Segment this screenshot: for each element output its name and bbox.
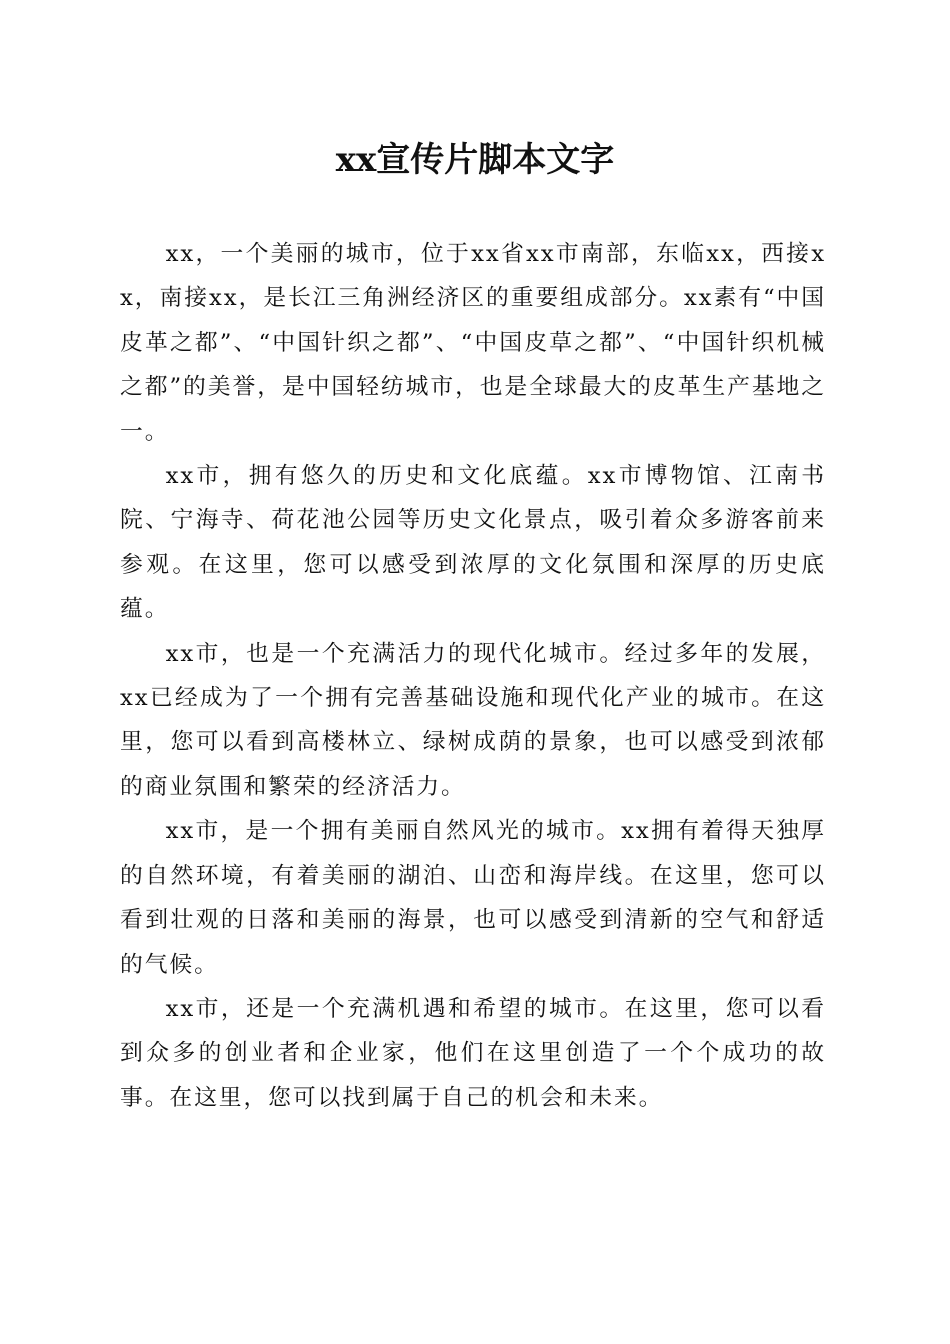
paragraph-history: xx市，拥有悠久的历史和文化底蕴。xx市博物馆、江南书院、宁海寺、荷花池公园等历史文化景点，吸引着众多游客前来参观。在这里，您可以感受到浓厚的文化氛围和深厚的历史底蕴。 [120, 463, 826, 623]
document-body [120, 232, 826, 1120]
paragraph-modern-city: xx市，也是一个充满活力的现代化城市。经过多年的发展，xx已经成为了一个拥有完善基础设施和现代化产业的城市。在这里，您可以看到高楼林立、绿树成荫的景象，也可以感受到浓郁的商业氛围和繁荣的经济活力。 [120, 640, 826, 800]
paragraph-intro: xx，一个美丽的城市，位于xx省xx市南部，东临xx，西接xx，南接xx，是长江三角洲经济区的重要组成部分。xx素有“中国皮革之都”、“中国针织之都”、“中国皮草之都”、“中国针织机械之都”的美誉，是中国轻纺城市，也是全球最大的皮革生产基地之一。 [120, 241, 826, 445]
paragraph-nature: xx市，是一个拥有美丽自然风光的城市。xx拥有着得天独厚的自然环境，有着美丽的湖泊、山峦和海岸线。在这里，您可以看到壮观的日落和美丽的海景，也可以感受到清新的空气和舒适的气候。 [120, 818, 826, 978]
paragraph-opportunity: xx市，还是一个充满机遇和希望的城市。在这里，您可以看到众多的创业者和企业家，他们在这里创造了一个个成功的故事。在这里，您可以找到属于自己的机会和未来。 [120, 995, 826, 1111]
document-title: xx宣传片脚本文字 [335, 140, 615, 180]
